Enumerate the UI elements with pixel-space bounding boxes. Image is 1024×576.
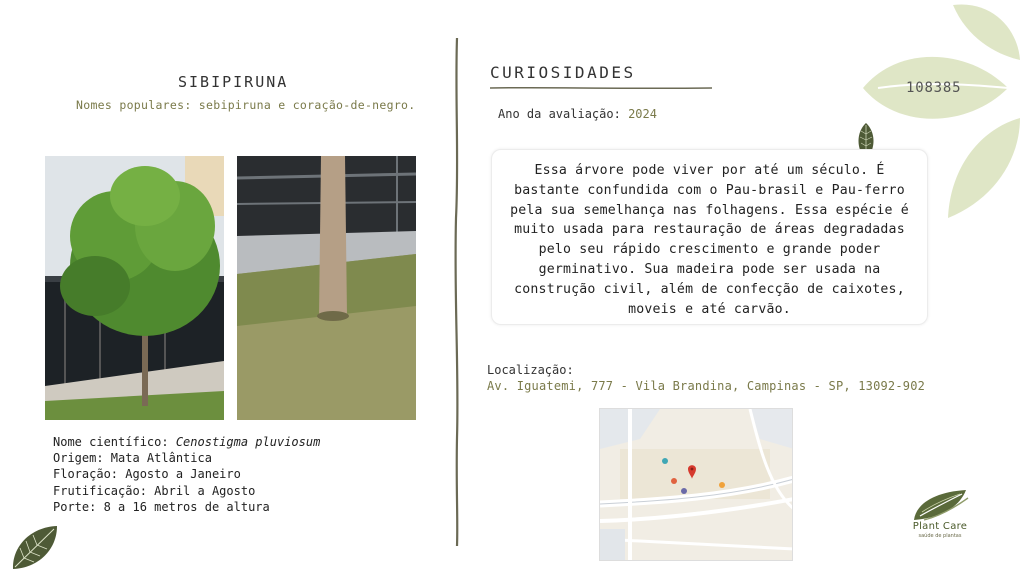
curiosities-underline <box>490 85 712 91</box>
evaluation-year <box>498 107 657 121</box>
species-info <box>53 434 320 515</box>
tree-photo-full <box>45 156 224 420</box>
scientific-name-row <box>53 434 320 450</box>
map-place-icon <box>662 458 668 464</box>
plant-care-logo <box>904 486 974 522</box>
scientific-name-label: Nome científico: <box>53 435 169 449</box>
evaluation-year-label: Ano da avaliação: <box>498 107 621 121</box>
species-title: SIBIPIRUNA <box>178 73 289 91</box>
tree-photo-trunk <box>237 156 416 420</box>
brand-name: Plant Care <box>912 521 968 532</box>
evaluation-year-value: 2024 <box>628 107 657 121</box>
leaf-decoration <box>858 0 1024 225</box>
column-divider <box>452 38 462 546</box>
curiosities-title: CURIOSIDADES <box>490 63 636 82</box>
location-address[interactable]: Av. Iguatemi, 777 - Vila Brandina, Campinas - SP, 13092-902 <box>487 379 926 393</box>
scientific-name-value: Cenostigma pluviosum <box>175 435 321 449</box>
leaf-icon <box>10 522 60 572</box>
flowering-row: Floração: Agosto a Janeiro <box>53 467 241 482</box>
brand-tagline: saúde de plantas <box>918 533 962 539</box>
origin-row: Origem: Mata Atlântica <box>53 451 212 466</box>
fruiting-row: Frutificação: Abril a Agosto <box>53 483 256 498</box>
tree-code: 108385 <box>906 80 962 96</box>
curiosities-description: Essa árvore pode viver por até um século. É bastante confundida com o Pau-brasil e Pau-ferro pela sua semelhança nas folhagens. Essa espécie é muito usada para restauração de áreas degradadas pelo seu rápido crescimento e grande poder germinativo. Sua madeira pode ser usada na construção civil, além de confecção de caixotes, moveis e até carvão. <box>510 163 909 317</box>
location-map[interactable] <box>599 408 793 561</box>
popular-names: Nomes populares: sebipiruna e coração-de-negro. <box>76 98 416 112</box>
size-row: Porte: 8 a 16 metros de altura <box>53 499 270 514</box>
location-label: Localização: <box>487 363 574 377</box>
